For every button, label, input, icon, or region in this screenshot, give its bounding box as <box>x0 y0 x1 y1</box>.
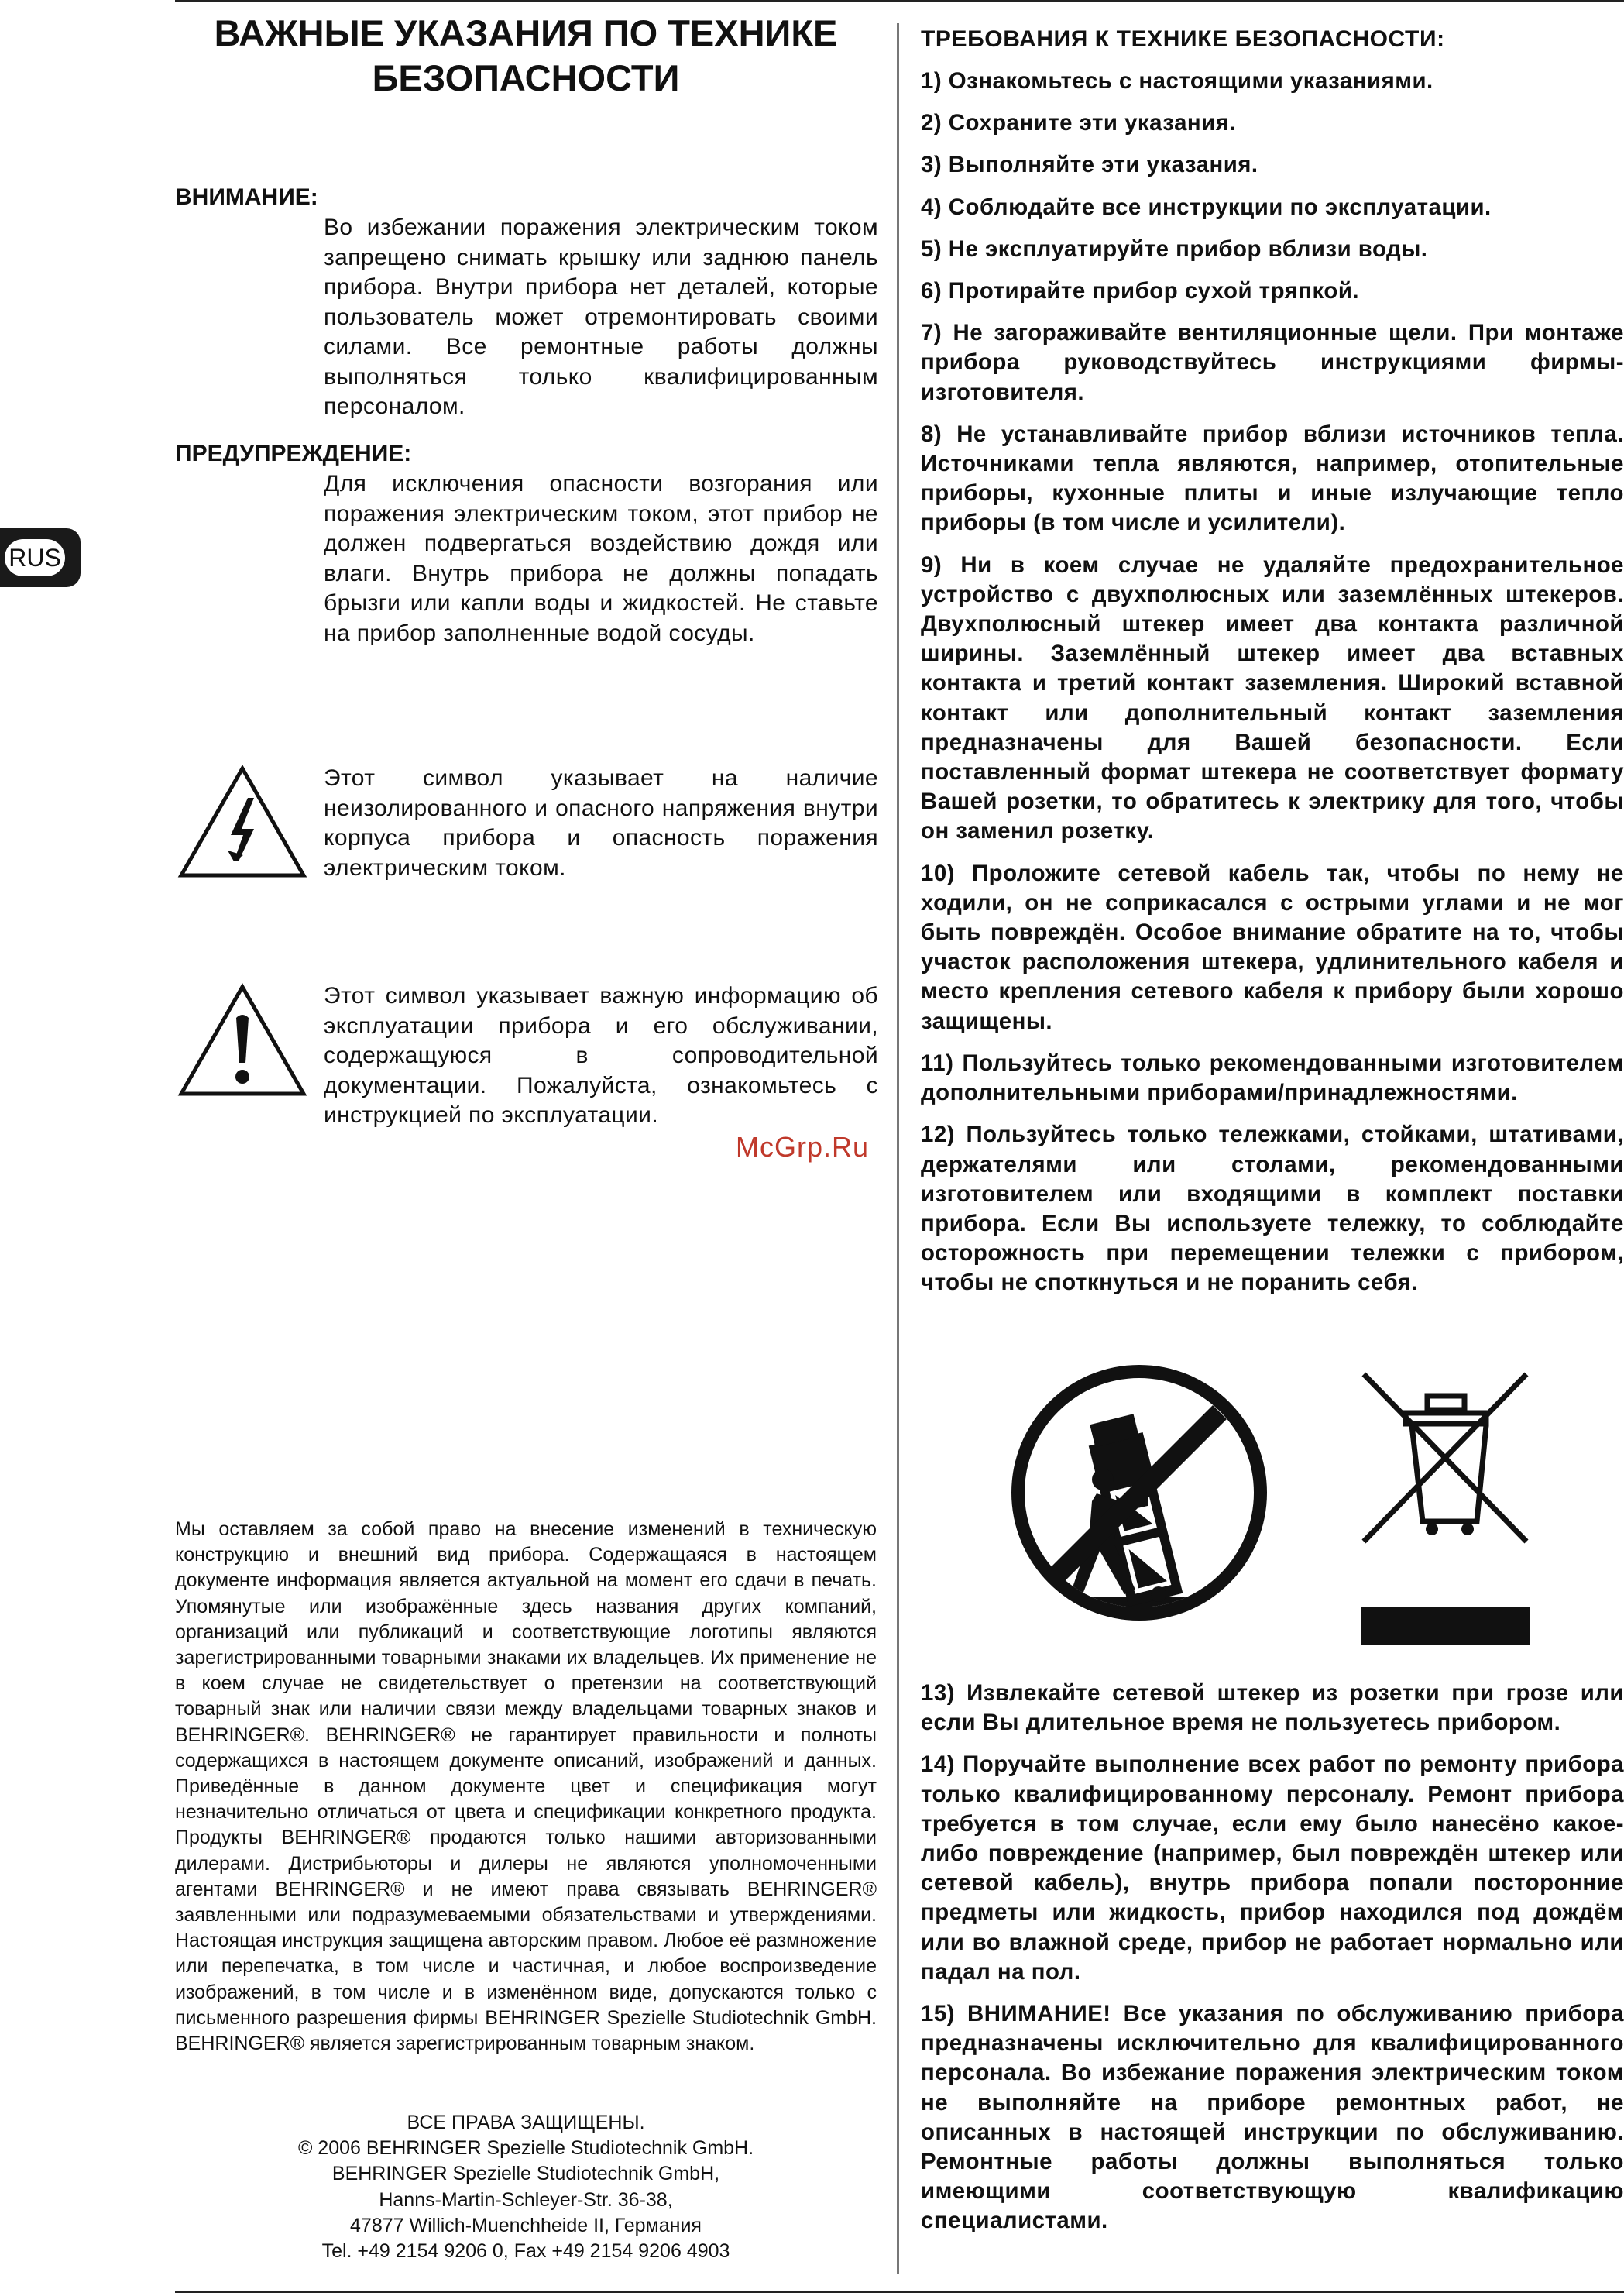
requirements-heading: ТРЕБОВАНИЯ К ТЕХНИКЕ БЕЗОПАСНОСТИ: <box>921 26 1445 52</box>
list-item: 12) Пользуйтесь только тележками, стойками, штативами, держателями или столами, рекомендованными изготовителем или входящими в комплект поставки прибора. Если Вы используете тележку, то соблюдайте осторожность при перемещении тележки с прибором, чтобы не споткнуться и не поранить себя. <box>921 1122 1624 1296</box>
copyright-line: 47877 Willich-Muenchheide II, Германия <box>350 2214 702 2236</box>
list-item: 14) Поручайте выполнение всех работ по ремонту прибора только квалифицированному персоналу. Ремонт прибора требуется в том случае, если ему было нанесёно какое-либо повреждение (например, был повреждён штекер или сетевой кабель), внутрь прибора попали посторонние предметы или жидкость, прибор находился под дождём или во влажной среде, прибор не работает нормально или падал на пол. <box>921 1751 1624 1985</box>
warning-text: Для исключения опасности возгорания или поражения электрическим током, этот прибор не должен подвергаться воздействию дождя или влаги. Внутрь прибора не должны попадать брызги или капли воды и жидкостей. Не ставьте на прибор заполненные водой сосуды. <box>324 471 878 646</box>
watermark: McGrp.Ru <box>736 1131 870 1163</box>
list-item: 9) Ни в коем случае не удаляйте предохранительное устройство с двухполюсных или заземлённых штекеров. Двухполюсный штекер имеет два контакта различной ширины. Заземлённый штекер имеет два вставных контакта и третий контакт заземления. Широкий вставной контакт или дополнительный контакт заземления предназначены для Вашей безопасности. Если поставленный формат штекера не соответствует формату Вашей розетки, то обратитесь к электрику для того, чтобы он заменил розетку. <box>921 552 1624 844</box>
list-item: 11) Пользуйтесь только рекомендованными изготовителем дополнительными приборами/принадлежностями. <box>921 1050 1624 1106</box>
language-tab-label: RUS <box>5 539 65 576</box>
attention-label: ВНИМАНИЕ: <box>175 184 318 210</box>
language-tab <box>0 528 81 587</box>
copyright-line: BEHRINGER Spezielle Studiotechnik GmbH, <box>331 2163 720 2185</box>
copyright-line: © 2006 BEHRINGER Spezielle Studiotechnik GmbH. <box>297 2137 754 2160</box>
list-item: 3) Выполняйте эти указания. <box>921 152 1258 178</box>
list-item: 8) Не устанавливайте прибор вблизи источников тепла. Источниками тепла являются, например, отопительные приборы, кухонные плиты и иные излучающие тепло приборы (в том числе и усилители). <box>921 421 1624 536</box>
list-item: 15) ВНИМАНИЕ! Все указания по обслуживанию прибора предназначены исключительно для квалифицированного персонала. Во избежание поражения электрическим током не выполняйте на приборе ремонтных работ, не описанных в настоящей инструкции по обслуживанию. Ремонтные работы должны выполняться только имеющими соответствующую квалификацию специалистами. <box>921 2001 1624 2234</box>
bottom-rule <box>175 2291 1624 2293</box>
attention-text: Во избежании поражения электрическим током запрещено снимать крышку или заднюю панель прибора. Внутри прибора нет деталей, которые пользователь может отремонтировать своими силами. Все ремонтные работы должны выполняться только квалифицированным персоналом. <box>324 215 878 419</box>
warning-label: ПРЕДУПРЕЖДЕНИЕ: <box>175 441 412 466</box>
list-item: 4) Соблюдайте все инструкции по эксплуатации. <box>921 194 1492 220</box>
lightning-warning-icon <box>177 764 308 880</box>
exclamation-warning-icon <box>177 982 308 1098</box>
list-item: 7) Не загораживайте вентиляционные щели. При монтаже прибора руководствуйтесь инструкциями фирмы-изготовителя. <box>921 320 1624 405</box>
list-item: 6) Протирайте прибор сухой тряпкой. <box>921 278 1360 304</box>
copyright-line: ВСЕ ПРАВА ЗАЩИЩЕНЫ. <box>407 2112 645 2133</box>
copyright-line: Hanns-Martin-Schleyer-Str. 36-38, <box>379 2188 673 2211</box>
requirements-list-after <box>921 1679 1624 2249</box>
symbol-voltage-text: Этот символ указывает на наличие неизолированного и опасного напряжения внутри корпуса прибора и опасность поражения электрическим током. <box>324 765 878 881</box>
list-item: 13) Извлекайте сетевой штекер из розетки при грозе или если Вы длительное время не пользуетесь прибором. <box>921 1680 1624 1736</box>
list-item: 10) Проложите сетевой кабель так, чтобы по нему не ходили, он не соприкасался с острыми углами и не мог быть повреждён. Особое внимание обратите на то, чтобы участок расположения штекера, удлинительного кабеля и место крепления сетевого кабеля к прибору были хорошо защищены. <box>921 860 1624 1034</box>
top-rule <box>175 0 1624 2</box>
page-title-line1: ВАЖНЫЕ УКАЗАНИЯ ПО ТЕХНИКЕ <box>214 12 838 53</box>
page-title-line2: БЕЗОПАСНОСТИ <box>372 57 680 98</box>
list-item: 5) Не эксплуатируйте прибор вблизи воды. <box>921 235 1428 262</box>
column-divider <box>897 23 899 2274</box>
page-title <box>175 11 877 101</box>
copyright-line: Tel. +49 2154 9206 0, Fax +49 2154 9206 4903 <box>321 2240 730 2263</box>
requirements-list <box>921 67 1624 1311</box>
list-item: 2) Сохраните эти указания. <box>921 110 1237 136</box>
symbol-info-text: Этот символ указывает важную информацию об эксплуатации прибора и его обслуживании, содержащуюся в сопроводительной документации. Пожалуйста, ознакомьтесь с инструкцией по эксплуатации. <box>324 983 878 1128</box>
disclaimer-text: Мы оставляем за собой право на внесение изменений в техническую конструкцию и внешний вид прибора. Содержащаяся в настоящем документе информация является актуальной на момент его сдачи в печать. Упомянутые или изображённые здесь названия других компаний, организаций или публикаций и соответствующие логотипы являются зарегистрированными товарными знаками их владельцев. Их применение не в коем случае не свидетельствует о претензии на соответствующий товарный знак или наличии связи между владельцами товарных знаков и BEHRINGER®. BEHRINGER® не гарантирует правильности и полноты содержащихся в настоящем документе описаний, изображений и данных. Приведённые в данном документе цвет и спецификация могут незначительно отличаться от цвета и спецификации конкретного продукта. Продукты BEHRINGER® продаются только нашими авторизованными дилерами. Дистрибьюторы и дилеры не являются уполномоченными агентами BEHRINGER® и не имеют права связывать BEHRINGER® заявленными или подразумеваемыми обязательствами и утверждениями. Настоящая инструкция защищена авторским правом. Любое её размножение или перепечатка, в том числе и частичная, и любое воспроизведение изображений, в том числе и в изменённом виде, допускаются только с письменного разрешения фирмы BEHRINGER Spezielle Studiotechnik GmbH. BEHRINGER® является зарегистрированным товарным знаком. <box>175 1518 877 2055</box>
crossed-out-bin-icon <box>1361 1370 1533 1645</box>
list-item: 1) Ознакомьтесь с настоящими указаниями. <box>921 68 1433 94</box>
copyright-block <box>175 2110 877 2264</box>
cart-tipover-warning-icon <box>1011 1365 1267 1621</box>
